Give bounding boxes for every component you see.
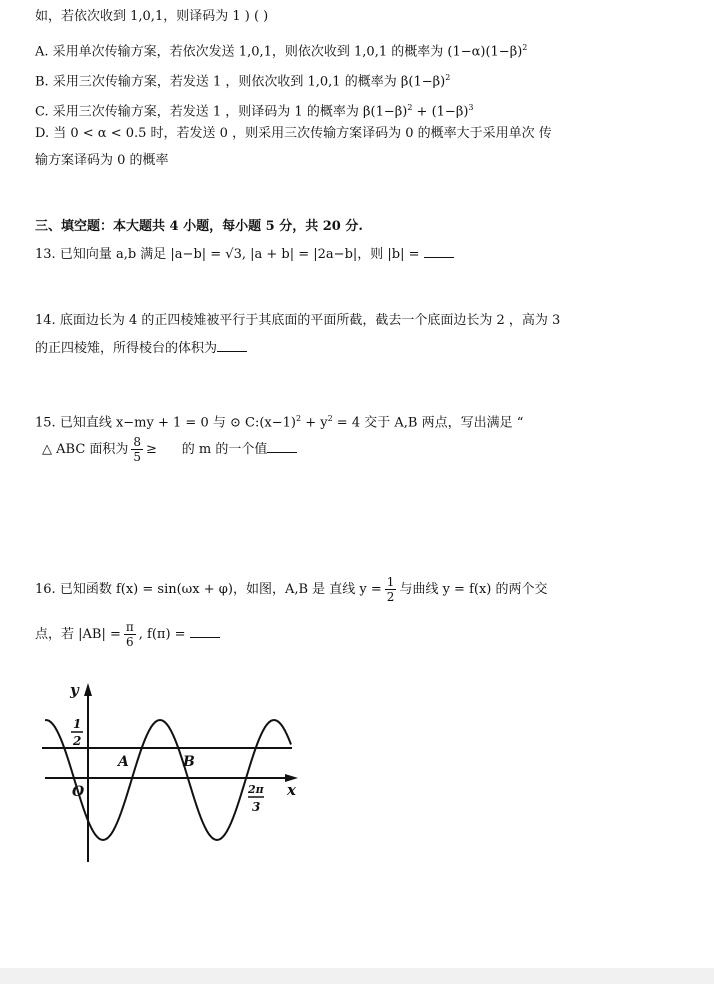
exponent: 3: [468, 103, 474, 112]
question-number: 13.: [35, 247, 56, 262]
formula: (1−α)(1−β): [447, 44, 523, 60]
denominator: 2: [386, 590, 395, 604]
q12-tail: 如，若依次收到 1,0,1，则译码为 1 ) ( ): [35, 9, 269, 24]
y-label: y: [70, 681, 79, 699]
question-text: 已知向量 a,b 满足 |a−b| = √3, |a + b| = |2a−b|，则 |b| =: [59, 247, 420, 262]
option-text: 当 0 < α < 0.5 时，若发送 0 ，则采用三次传输方案译码为 0 的概率大于采用单次 传: [53, 126, 552, 141]
question-text: △ ABC 面积为: [42, 442, 129, 457]
tick-denominator: 3: [252, 800, 261, 814]
numerator: π: [125, 620, 134, 634]
numerator: 8: [133, 435, 142, 449]
tick-numerator: 2π: [248, 783, 264, 796]
question-number: 14.: [35, 313, 56, 328]
half-denominator: 2: [73, 734, 82, 748]
question-text: 已知函数 f(x) = sin(ωx + φ)，如图，A,B 是 直线: [59, 582, 356, 597]
numerator: 1: [386, 575, 395, 589]
exponent: 2: [522, 43, 528, 52]
origin-label: O: [72, 784, 85, 800]
x-label: x: [287, 781, 296, 799]
option-text: 采用三次传输方案，若发送 1 ，则依次收到 1,0,1 的概率为: [52, 74, 397, 90]
formula: β(1−β): [362, 104, 408, 120]
option-d-cont: 输方案译码为 0 的概率: [35, 153, 169, 168]
question-text: 点，若: [35, 627, 75, 642]
formula: , f(π) =: [138, 627, 186, 642]
question-text: 底面边长为 4 的正四棱雉被平行于其底面的平面所截，截去一个底面边长为 2 ，高为 3: [59, 313, 561, 328]
bottom-bar: [0, 968, 714, 984]
option-label: A.: [35, 44, 49, 60]
exponent: 2: [327, 414, 333, 423]
denominator: 5: [133, 450, 142, 464]
formula: β(1−β): [400, 74, 446, 90]
question-text: 已知直线 x−my + 1 = 0 与 ⊙ C:(x−1): [59, 415, 296, 431]
symbol: ≥: [146, 442, 157, 457]
question-number: 15.: [35, 415, 56, 431]
exponent: 2: [445, 73, 451, 82]
question-number: 16.: [35, 582, 56, 597]
exponent: 2: [295, 414, 302, 423]
option-text: 采用三次传输方案，若发送 1 ，则译码为 1 的概率为: [52, 104, 359, 120]
formula: + (1−β): [412, 104, 469, 120]
question-text: 与曲线 y = f(x) 的两个交: [399, 582, 548, 597]
half-numerator: 1: [73, 717, 82, 731]
question-text: 的 m 的一个值: [181, 442, 268, 457]
denominator: 6: [126, 635, 134, 649]
y-arrow-icon: [84, 683, 92, 696]
point-b-label: B: [183, 754, 195, 770]
option-text: 采用单次传输方案，若依次发送 1,0,1，则依次收到 1,0,1 的概率为: [52, 44, 444, 60]
formula: y =: [359, 582, 382, 597]
option-label: D.: [35, 126, 50, 141]
sine-curve: [45, 720, 291, 840]
point-a-label: A: [118, 754, 129, 770]
formula: |AB| =: [78, 627, 121, 642]
exponent: 2: [407, 103, 413, 112]
section-title: 三、填空题：本大题共 4 小题，每小题 5 分，共 20 分.: [35, 219, 363, 234]
option-label: B.: [35, 74, 49, 90]
question-text: + y: [301, 415, 328, 431]
question-text: 的正四棱雉，所得棱台的体积为: [35, 341, 218, 356]
option-label: C.: [35, 104, 49, 120]
question-text: = 4 交于 A,B 两点，写出满足 “: [332, 415, 524, 431]
